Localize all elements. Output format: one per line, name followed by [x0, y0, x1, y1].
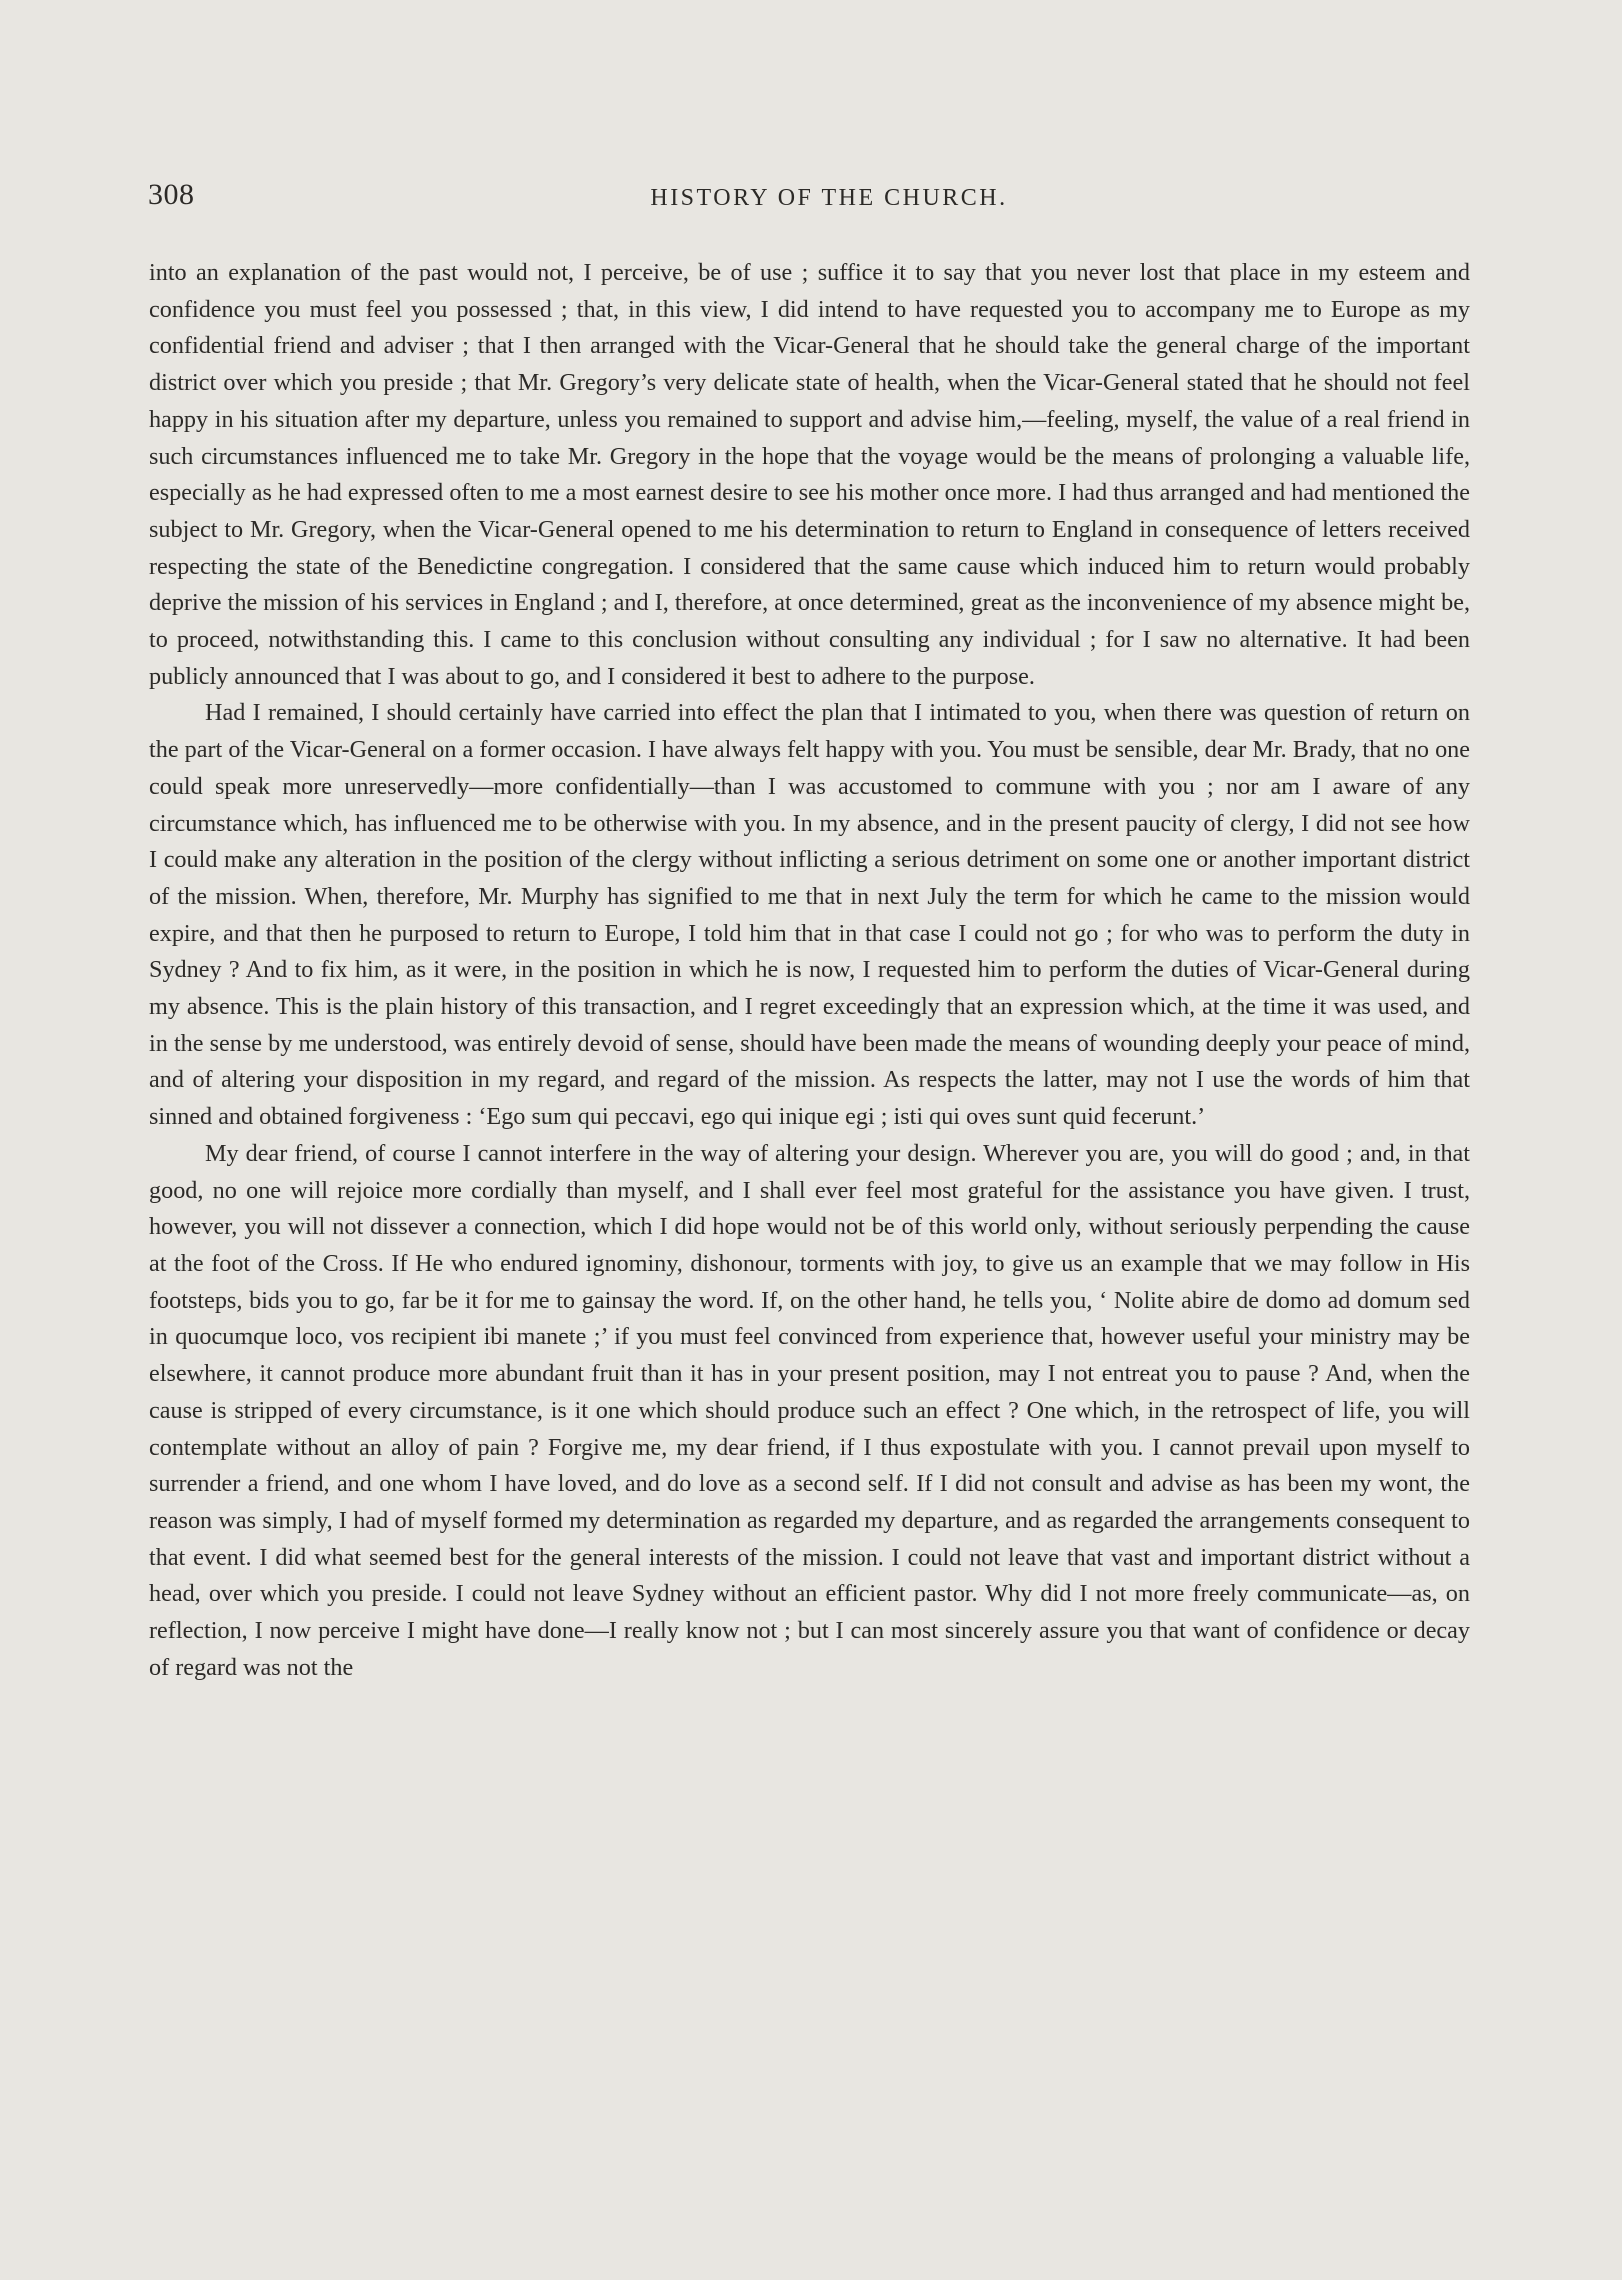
body-text [149, 255, 1470, 1686]
paragraph-3: My dear friend, of course I cannot interfere in the way of altering your design. Wherever you are, you will do good ; and, in that good, no one will rejoice more cordially than myself, and I shall ever feel most grateful for the assistance you have given. I trust, however, you will not dissever a connection, which I did hope would not be of this world only, without seriously perpending the cause at the foot of the Cross. If He who endured ignominy, dishonour, torments with joy, to give us an example that we may follow in His footsteps, bids you to go, far be it for me to gainsay the word. If, on the other hand, he tells you, ‘ Nolite abire de domo ad domum sed in quocumque loco, vos recipient ibi manete ;’ if you must feel convinced from experience that, however useful your ministry may be elsewhere, it cannot produce more abundant fruit than it has in your present position, may I not entreat you to pause ? And, when the cause is stripped of every circumstance, is it one which should produce such an effect ? One which, in the retrospect of life, you will contemplate without an alloy of pain ? Forgive me, my dear friend, if I thus expostulate with you. I cannot prevail upon myself to surrender a friend, and one whom I have loved, and do love as a second self. If I did not consult and advise as has been my wont, the reason was simply, I had of myself formed my determination as regarded my departure, and as regarded the arrangements consequent to that event. I did what seemed best for the general interests of the mission. I could not leave that vast and important district without a head, over which you preside. I could not leave Sydney without an efficient pastor. Why did I not more freely communicate—as, on reflection, I now perceive I might have done—I really know not ; but I can most sincerely assure you that want of confidence or decay of regard was not the [149, 1139, 1470, 1681]
paragraph-2: Had I remained, I should certainly have carried into effect the plan that I intimated to you, when there was question of return on the part of the Vicar-General on a former occasion. I have always felt happy with you. You must be sensible, dear Mr. Brady, that no one could speak more unreservedly—more confidentially—than I was accustomed to commune with you ; nor am I aware of any circumstance which, has influenced me to be otherwise with you. In my absence, and in the present paucity of clergy, I did not see how I could make any alteration in the position of the clergy without inflicting a serious detriment on some one or another important district of the mission. When, therefore, Mr. Murphy has signified to me that in next July the term for which he came to the mission would expire, and that then he purposed to return to Europe, I told him that in that case I could not go ; for who was to perform the duty in Sydney ? And to fix him, as it were, in the position in which he is now, I requested him to perform the duties of Vicar-General during my absence. This is the plain history of this transaction, and I regret exceedingly that an expression which, at the time it was used, and in the sense by me understood, was entirely devoid of sense, should have been made the means of wounding deeply your peace of mind, and of altering your disposition in my regard, and regard of the mission. As respects the latter, may not I use the words of him that sinned and obtained forgiveness : ‘Ego sum qui peccavi, ego qui inique egi ; isti qui oves sunt quid fecerunt.’ [149, 699, 1470, 1131]
running-title: HISTORY OF THE CHURCH. [650, 185, 1008, 211]
page-number: 308 [148, 178, 195, 211]
page-header [148, 178, 1470, 222]
paragraph-1: into an explanation of the past would not, I perceive, be of use ; suffice it to say that you never lost that place in my esteem and confidence you must feel you possessed ; that, in this view, I did intend to have requested you to accompany me to Europe as my confidential friend and adviser ; that I then arranged with the Vicar-General that he should take the general charge of the important district over which you preside ; that Mr. Gregory’s very delicate state of health, when the Vicar-General stated that he should not feel happy in his situation after my departure, unless you remained to support and advise him,—feeling, myself, the value of a real friend in such circumstances influenced me to take Mr. Gregory in the hope that the voyage would be the means of prolonging a valuable life, especially as he had expressed often to me a most earnest desire to see his mother once more. I had thus arranged and had mentioned the subject to Mr. Gregory, when the Vicar-General opened to me his determination to return to England in consequence of letters received respecting the state of the Benedictine congregation. I considered that the same cause which induced him to return would probably deprive the mission of his services in England ; and I, therefore, at once determined, great as the inconvenience of my absence might be, to proceed, notwithstanding this. I came to this conclusion without consulting any individual ; for I saw no alternative. It had been publicly announced that I was about to go, and I considered it best to adhere to the purpose. [149, 259, 1470, 690]
